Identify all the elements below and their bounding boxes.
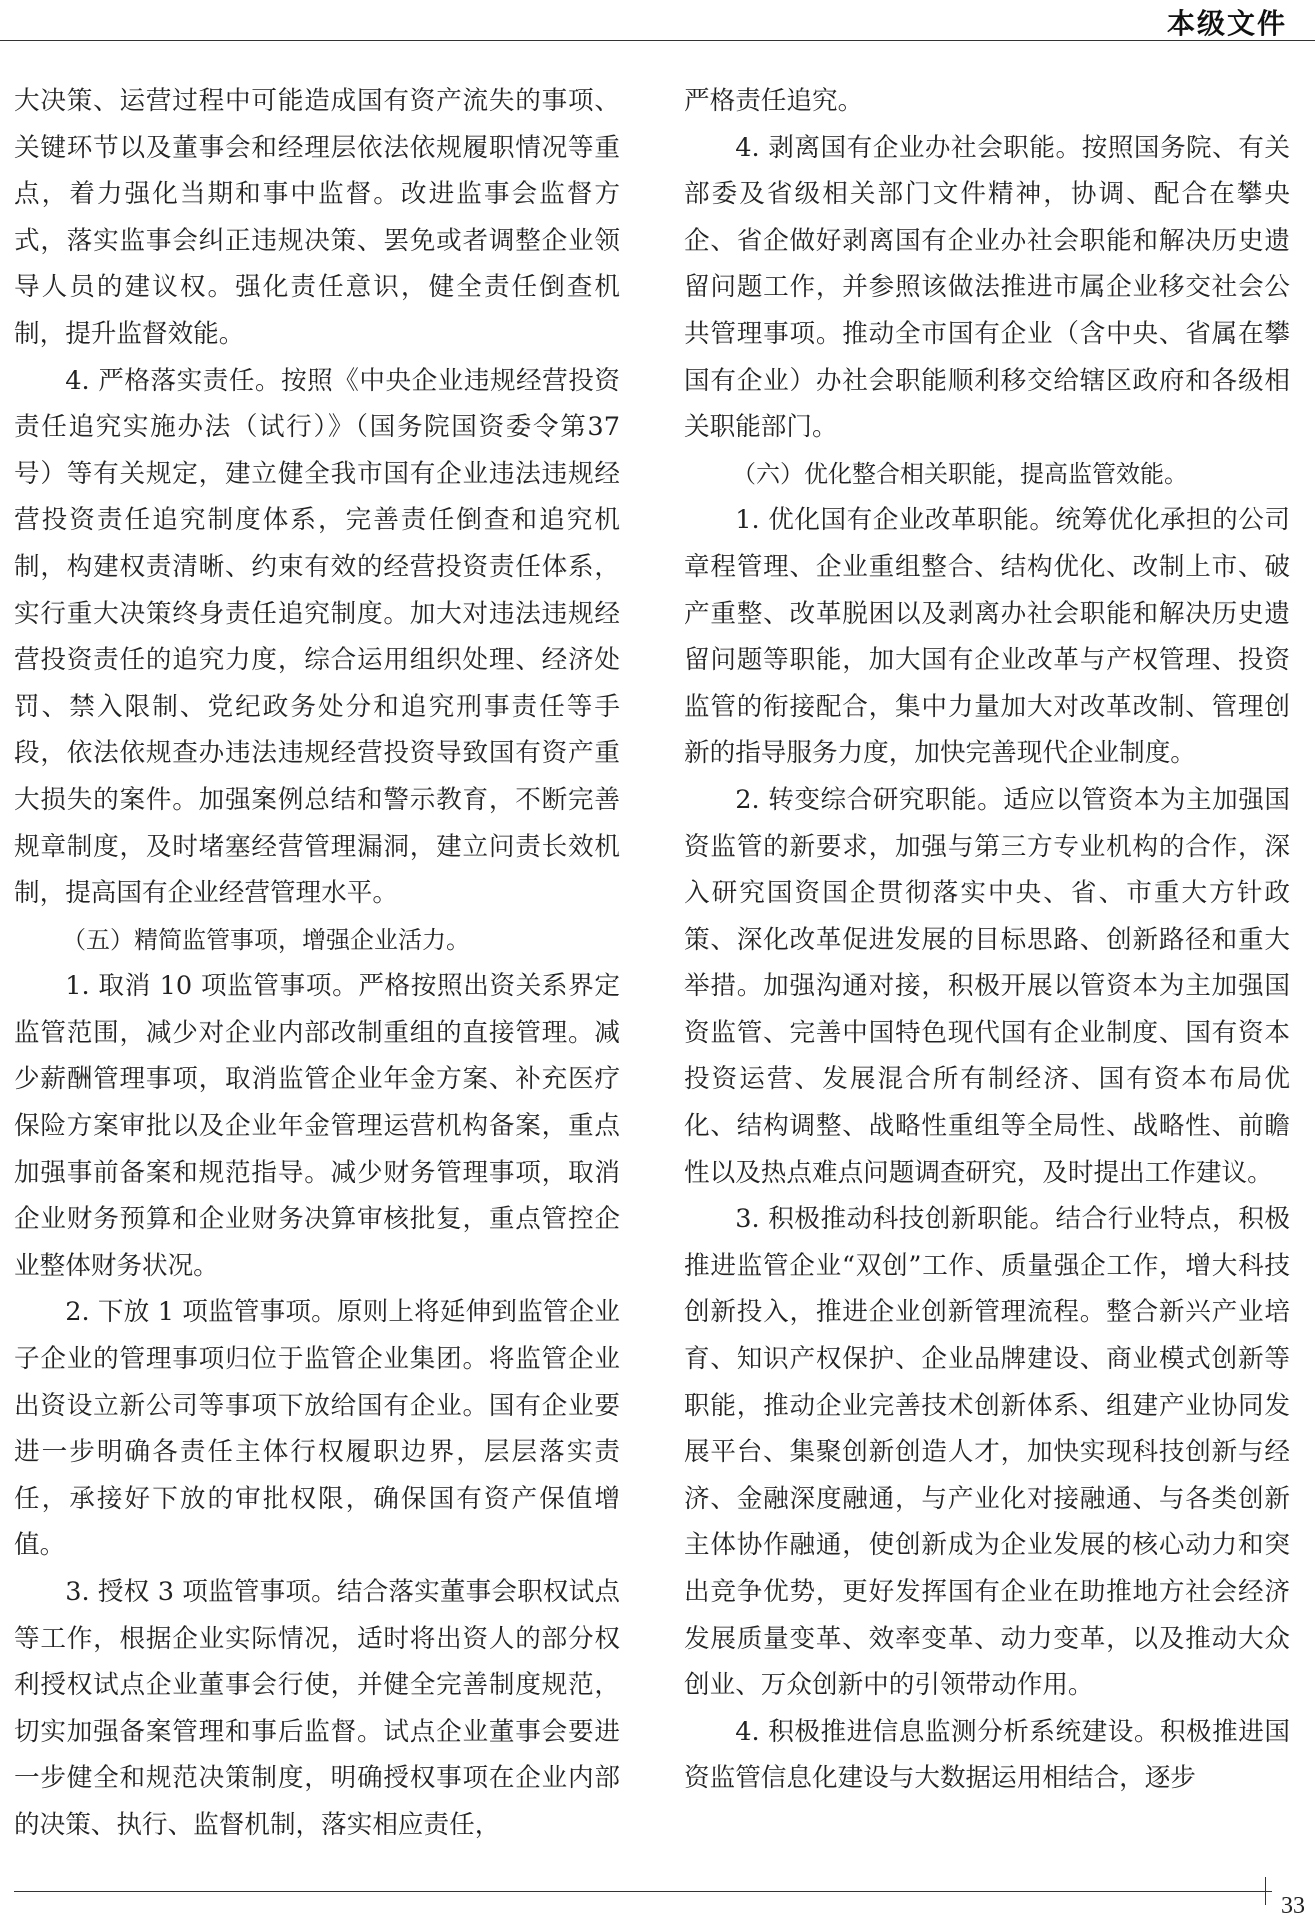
paragraph: 大决策、运营过程中可能造成国有资产流失的事项、关键环节以及董事会和经理层依法依规履职情况等重点，着力强化当期和事中监督。改进监事会监督方式，落实监事会纠正违规决策、罢免或者调整企业领导人员的建议权。强化责任意识，健全责任倒查机制，提升监督效能。 — [14, 86, 620, 349]
footer-divider — [14, 1891, 1272, 1892]
paragraph: 严格责任追究。 — [684, 86, 864, 116]
paragraph: 2. 下放 1 项监管事项。原则上将延伸到监管企业子企业的管理事项归位于监管企业集团。将监管企业出资设立新公司等事项下放给国有企业。国有企业要进一步明确各责任主体行权履职边界，层层落实责任，承接好下放的审批权限，确保国有资产保值增值。 — [14, 1297, 620, 1561]
paragraph: 4. 严格落实责任。按照《中央企业违规经营投资责任追究实施办法（试行）》（国务院国资委令第37号）等有关规定，建立健全我市国有企业违法违规经营投资责任追究制度体系，完善责任倒查和追究机制，构建权责清晰、约束有效的经营投资责任体系，实行重大决策终身责任追究制度。加大对违法违规经营投资责任的追究力度，综合运用组织处理、经济处罚、禁入限制、党纪政务处分和追究刑事责任等手段，依法依规查办违法违规经营投资导致国有资产重大损失的案件。加强案例总结和警示教育，不断完善规章制度，及时堵塞经营管理漏洞，建立问责长效机制，提高国有企业经营管理水平。 — [14, 365, 620, 909]
subsection-heading: （六）优化整合相关职能，提高监管效能。 — [732, 459, 1188, 488]
page-number: 33 — [1281, 1893, 1305, 1919]
header-divider — [0, 40, 1315, 41]
paragraph: 4. 剥离国有企业办社会职能。按照国务院、有关部委及省级相关部门文件精神，协调、配合在攀央企、省企做好剥离国有企业办社会职能和解决历史遗留问题工作，并参照该做法推进市属企业移交社会公共管理事项。推动全市国有企业（含中央、省属在攀国有企业）办社会职能顺利移交给辖区政府和各级相关职能部门。 — [684, 132, 1290, 443]
paragraph: 1. 取消 10 项监管事项。严格按照出资关系界定监管范围，减少对企业内部改制重组的直接管理。减少薪酬管理事项，取消监管企业年金方案、补充医疗保险方案审批以及企业年金管理运营机构备案，重点加强事前备案和规范指导。减少财务管理事项，取消企业财务预算和企业财务决算审核批复，重点管控企业整体财务状况。 — [14, 971, 620, 1281]
paragraph: 3. 授权 3 项监管事项。结合落实董事会职权试点等工作，根据企业实际情况，适时将出资人的部分权利授权试点企业董事会行使，并健全完善制度规范，切实加强备案管理和事后监督。试点企业董事会要进一步健全和规范决策制度，明确授权事项在企业内部的决策、执行、监督机制，落实相应责任， — [14, 1577, 620, 1840]
left-column — [14, 78, 620, 1849]
subsection-heading: （五）精简监管事项，增强企业活力。 — [62, 925, 470, 954]
paragraph: 2. 转变综合研究职能。适应以管资本为主加强国资监管的新要求，加强与第三方专业机构的合作，深入研究国资国企贯彻落实中央、省、市重大方针政策、深化改革促进发展的目标思路、创新路径和重大举措。加强沟通对接，积极开展以管资本为主加强国资监管、完善中国特色现代国有企业制度、国有资本投资运营、发展混合所有制经济、国有资本布局优化、结构调整、战略性重组等全局性、战略性、前瞻性以及热点难点问题调查研究，及时提出工作建议。 — [684, 784, 1290, 1188]
right-column — [684, 78, 1290, 1802]
paragraph: 4. 积极推进信息监测分析系统建设。积极推进国资监管信息化建设与大数据运用相结合，逐步 — [684, 1716, 1290, 1794]
paragraph: 3. 积极推动科技创新职能。结合行业特点，积极推进监管企业“双创”工作、质量强企工作，增大科技创新投入，推进企业创新管理流程。整合新兴产业培育、知识产权保护、企业品牌建设、商业模式创新等职能，推动企业完善技术创新体系、组建产业协同发展平台、集聚创新创造人才，加快实现科技创新与经济、金融深度融通，与产业化对接融通、与各类创新主体协作融通，使创新成为企业发展的核心动力和突出竞争优势，更好发挥国有企业在助推地方社会经济发展质量变革、效率变革、动力变革，以及推动大众创业、万众创新中的引领带动作用。 — [684, 1204, 1290, 1701]
section-title: 本级文件 — [1166, 7, 1287, 40]
footer-divider-tick — [1265, 1877, 1266, 1905]
paragraph: 1. 优化国有企业改革职能。统筹优化承担的公司章程管理、企业重组整合、结构优化、改制上市、破产重整、改革脱困以及剥离办社会职能和解决历史遗留问题等职能，加大国有企业改革与产权管理、投资监管的衔接配合，集中力量加大对改革改制、管理创新的指导服务力度，加快完善现代企业制度。 — [684, 505, 1290, 769]
